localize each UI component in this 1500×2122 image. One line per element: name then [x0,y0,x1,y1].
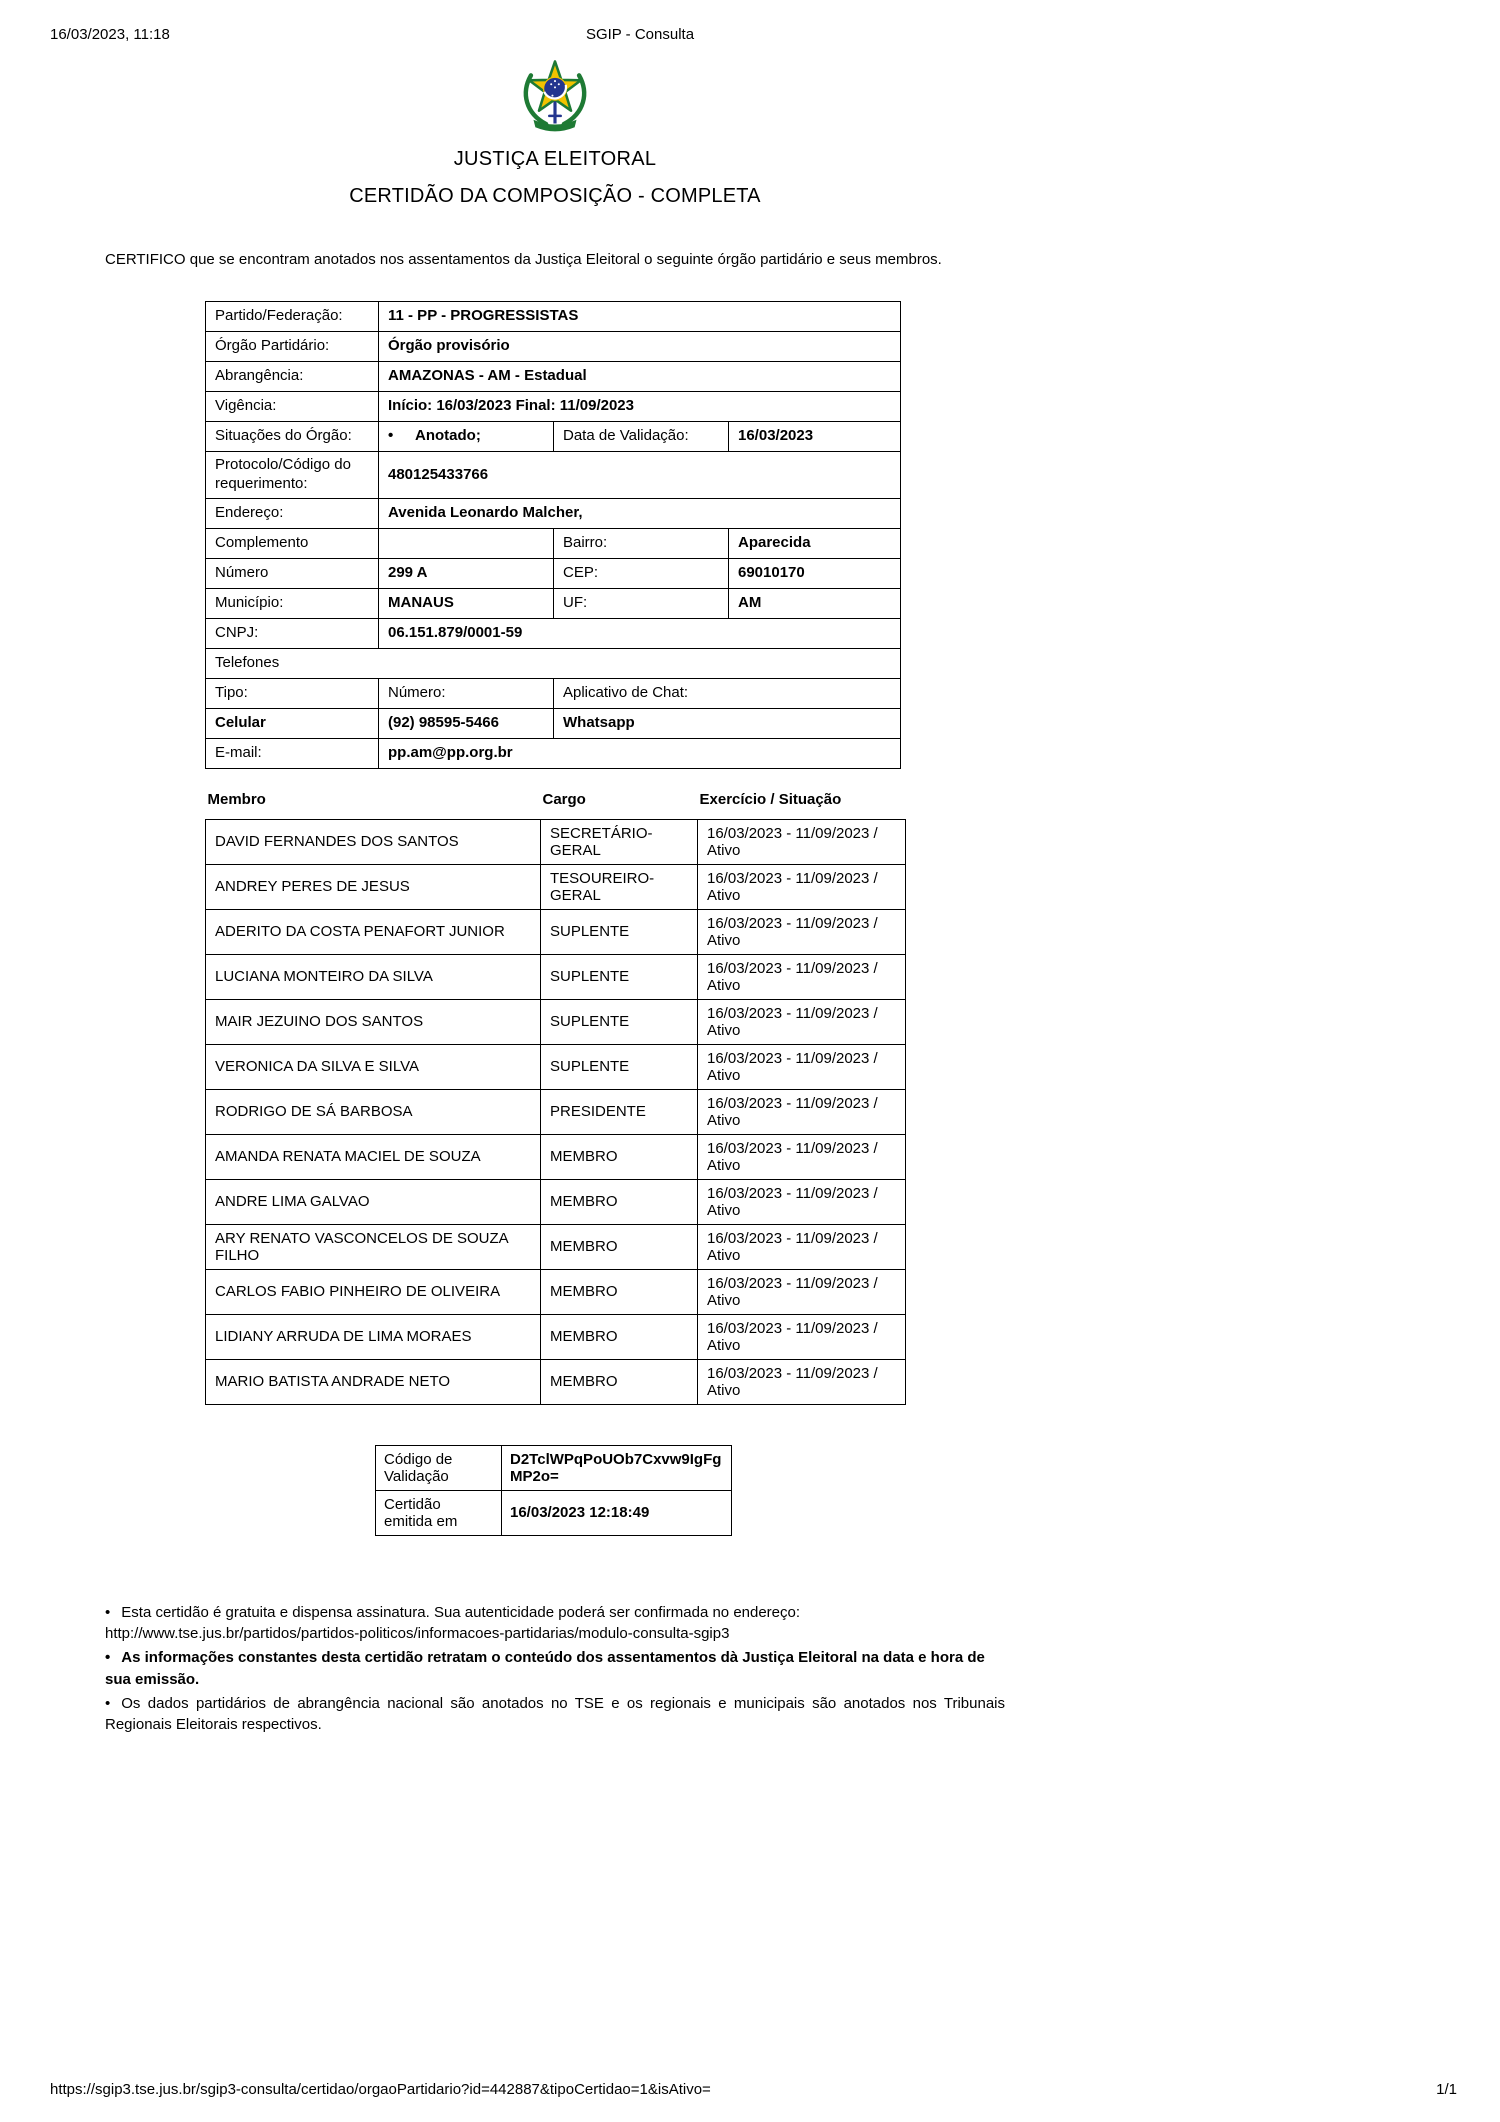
member-row [206,1044,906,1089]
emblem-container [105,52,1005,138]
note-item [105,1647,1005,1690]
member-cell: SUPLENTE [541,999,698,1044]
member-cell: 16/03/2023 - 11/09/2023 / Ativo [698,1044,906,1089]
member-cell: LIDIANY ARRUDA DE LIMA MORAES [206,1314,541,1359]
member-cell: MARIO BATISTA ANDRADE NETO [206,1359,541,1404]
member-row [206,1179,906,1224]
print-title: SGIP - Consulta [585,26,695,43]
info-cell: Data de Validação: [554,422,729,452]
member-row [206,1359,906,1404]
member-cell: SUPLENTE [541,954,698,999]
info-cell: MANAUS [379,588,554,618]
note-item [105,1693,1005,1736]
member-cell: MEMBRO [541,1179,698,1224]
member-cell: LUCIANA MONTEIRO DA SILVA [206,954,541,999]
info-cell: Situações do Órgão: [206,422,379,452]
member-cell: 16/03/2023 - 11/09/2023 / Ativo [698,909,906,954]
members-column-header: Cargo [542,790,586,808]
validation-row [376,1490,732,1535]
info-cell: Número: [379,678,554,708]
member-cell: 16/03/2023 - 11/09/2023 / Ativo [698,819,906,864]
members-column-header: Exercício / Situação [699,790,842,808]
info-cell [379,528,554,558]
validation-row [376,1445,732,1490]
bullet-icon: • [388,427,394,445]
members-column-header: Membro [207,790,266,808]
document-title: CERTIDÃO DA COMPOSIÇÃO - COMPLETA [349,185,761,207]
info-cell: Início: 16/03/2023 Final: 11/09/2023 [379,392,901,422]
info-row [206,558,901,588]
info-cell: Órgão provisório [379,332,901,362]
member-cell: 16/03/2023 - 11/09/2023 / Ativo [698,1359,906,1404]
info-cell: Celular [206,708,379,738]
member-cell: AMANDA RENATA MACIEL DE SOUZA [206,1134,541,1179]
party-info-table-body [206,302,901,769]
member-cell: VERONICA DA SILVA E SILVA [206,1044,541,1089]
info-cell: Aplicativo de Chat: [554,678,901,708]
info-cell: AMAZONAS - AM - Estadual [379,362,901,392]
member-row [206,1269,906,1314]
info-cell: 480125433766 [379,452,901,499]
member-row [206,1134,906,1179]
member-cell: PRESIDENTE [541,1089,698,1134]
info-cell: 16/03/2023 [729,422,901,452]
certificate-document [105,52,1005,1739]
member-cell: 16/03/2023 - 11/09/2023 / Ativo [698,999,906,1044]
member-cell: 16/03/2023 - 11/09/2023 / Ativo [698,1134,906,1179]
info-cell: 69010170 [729,558,901,588]
party-info-table [205,301,901,769]
info-cell: AM [729,588,901,618]
member-cell: DAVID FERNANDES DOS SANTOS [206,819,541,864]
info-cell: CEP: [554,558,729,588]
validation-table-body [376,1445,732,1535]
members-header-row [206,789,906,820]
member-cell: 16/03/2023 - 11/09/2023 / Ativo [698,1314,906,1359]
footer-url: https://sgip3.tse.jus.br/sgip3-consulta/certidao/orgaoPartidario?id=442887&tipoCertidao=1&isAtivo= [50,2081,711,2098]
bullet-icon: • [105,1649,111,1667]
bullet-icon: • [105,1694,111,1712]
member-row [206,819,906,864]
member-cell: 16/03/2023 - 11/09/2023 / Ativo [698,1224,906,1269]
info-cell: Número [206,558,379,588]
info-cell: Telefones [206,648,901,678]
info-cell: 299 A [379,558,554,588]
note-item [105,1602,1005,1645]
info-cell: E-mail: [206,738,379,768]
member-row [206,864,906,909]
validation-label: Certidão emitida em [376,1490,502,1535]
print-footer [50,2081,1457,2098]
member-row [206,954,906,999]
members-table-body [206,819,906,1404]
info-cell: Protocolo/Código do requerimento: [206,452,379,499]
validation-table [375,1445,732,1536]
info-cell: Órgão Partidário: [206,332,379,362]
info-cell: UF: [554,588,729,618]
info-cell: Aparecida [729,528,901,558]
member-cell: TESOUREIRO-GERAL [541,864,698,909]
info-row [206,302,901,332]
info-row [206,708,901,738]
member-row [206,1224,906,1269]
info-row [206,452,901,499]
validation-value: D2TclWPqPoUOb7Cxvw9IgFgMP2o= [502,1445,732,1490]
info-row [206,498,901,528]
info-row [206,618,901,648]
info-cell: Endereço: [206,498,379,528]
info-row [206,738,901,768]
member-cell: SUPLENTE [541,1044,698,1089]
members-table [205,789,906,1405]
info-cell: CNPJ: [206,618,379,648]
member-cell: 16/03/2023 - 11/09/2023 / Ativo [698,954,906,999]
info-cell: Whatsapp [554,708,901,738]
member-cell: ADERITO DA COSTA PENAFORT JUNIOR [206,909,541,954]
member-cell: ANDREY PERES DE JESUS [206,864,541,909]
member-cell: ARY RENATO VASCONCELOS DE SOUZA FILHO [206,1224,541,1269]
validation-value: 16/03/2023 12:18:49 [502,1490,732,1535]
member-cell: 16/03/2023 - 11/09/2023 / Ativo [698,1179,906,1224]
info-cell: pp.am@pp.org.br [379,738,901,768]
footer-page-number: 1/1 [1436,2081,1457,2098]
print-header [50,26,1450,46]
info-cell: Vigência: [206,392,379,422]
member-cell: RODRIGO DE SÁ BARBOSA [206,1089,541,1134]
note-text: Os dados partidários de abrangência nacional são anotados no TSE e os regionais e municipais são anotados nos Tribunais Regionais Eleitorais respectivos. [105,1694,1005,1734]
member-cell: 16/03/2023 - 11/09/2023 / Ativo [698,1089,906,1134]
certify-statement: CERTIFICO que se encontram anotados nos assentamentos da Justiça Eleitoral o seguinte órgão partidário e seus membros. [105,251,942,268]
info-row [206,648,901,678]
notes-list [105,1602,1005,1736]
info-row [206,422,901,452]
member-cell: SUPLENTE [541,909,698,954]
brazil-coat-of-arms-icon [517,52,593,138]
info-row [206,362,901,392]
info-cell: 06.151.879/0001-59 [379,618,901,648]
info-cell: Avenida Leonardo Malcher, [379,498,901,528]
member-row [206,1089,906,1134]
info-row [206,392,901,422]
member-cell: MAIR JEZUINO DOS SANTOS [206,999,541,1044]
note-text: As informações constantes desta certidão retratam o conteúdo dos assentamentos dà Justiça Eleitoral na data e hora de sua emissão. [105,1649,985,1688]
member-row [206,999,906,1044]
print-datetime: 16/03/2023, 11:18 [50,26,170,43]
info-cell: Partido/Federação: [206,302,379,332]
info-row [206,528,901,558]
info-cell: Município: [206,588,379,618]
member-cell: MEMBRO [541,1314,698,1359]
info-cell: Bairro: [554,528,729,558]
info-cell: Abrangência: [206,362,379,392]
info-row [206,678,901,708]
member-cell: MEMBRO [541,1134,698,1179]
member-row [206,909,906,954]
member-cell: MEMBRO [541,1359,698,1404]
member-cell: SECRETÁRIO-GERAL [541,819,698,864]
member-cell: ANDRE LIMA GALVAO [206,1179,541,1224]
member-cell: 16/03/2023 - 11/09/2023 / Ativo [698,864,906,909]
validation-label: Código de Validação [376,1445,502,1490]
info-row [206,332,901,362]
info-row [206,588,901,618]
bullet-icon: • [105,1603,111,1621]
member-cell: MEMBRO [541,1224,698,1269]
member-cell: MEMBRO [541,1269,698,1314]
document-org-title: JUSTIÇA ELEITORAL [453,148,657,170]
info-cell: • Anotado; [379,422,554,452]
member-row [206,1314,906,1359]
member-cell: CARLOS FABIO PINHEIRO DE OLIVEIRA [206,1269,541,1314]
info-cell: Tipo: [206,678,379,708]
info-cell: Complemento [206,528,379,558]
info-cell: (92) 98595-5466 [379,708,554,738]
info-cell: 11 - PP - PROGRESSISTAS [379,302,901,332]
note-text: Esta certidão é gratuita e dispensa assinatura. Sua autenticidade poderá ser confirmada no endereço: http://www.tse.jus.br/partidos/partidos-politicos/informacoes-partidarias/modulo-consulta-sgip3 [105,1603,801,1643]
member-cell: 16/03/2023 - 11/09/2023 / Ativo [698,1269,906,1314]
